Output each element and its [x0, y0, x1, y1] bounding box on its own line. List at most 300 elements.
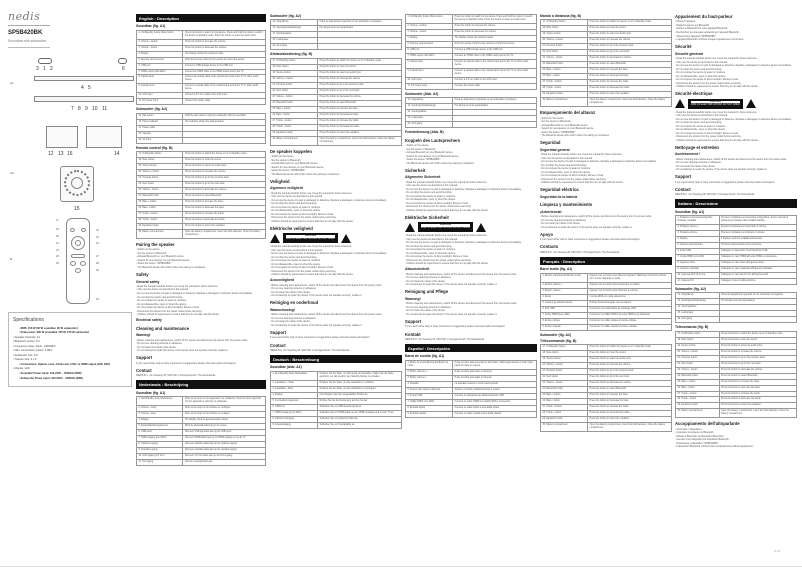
table-cell-label: 23. Volume - button: [271, 94, 318, 100]
callout-12: 12: [48, 150, 54, 157]
table-cell-label: 21. Previous button: [137, 176, 183, 182]
italian-subwoofer-heading: Subwoofer (fig. A2): [675, 286, 706, 291]
table-cell-label: 25. Bass + button: [541, 68, 588, 74]
table-cell-label: 7. Uscita HDMI (con ARC): [676, 254, 720, 260]
list-item: - Do not drop the device and avoid bumping.: [405, 245, 537, 248]
product-subtitle: Soundbar with subwoofer: [8, 39, 47, 44]
table-cell-label: 9. Ingresso coassiale: [676, 266, 720, 272]
callout-18: 18: [56, 227, 59, 231]
list-item: - Disconnect the device from the power outlet before servicing.: [405, 259, 537, 262]
list-item: - Do not attempt to repair the device. If the device does not operate correctly, replace it.: [540, 226, 672, 229]
caution-banner: [270, 233, 402, 243]
table-cell-description: Press the button to select the equalizer.: [719, 403, 796, 409]
warning-triangle-icon: [746, 99, 756, 108]
table-cell-description: Sluit een coaxiale kabel aan op de coaxiale ingang.: [183, 447, 266, 453]
table-cell-description: Press the button to decrease the treble.: [318, 124, 402, 130]
italian-soundbar-table: [675, 215, 797, 285]
list-item: - Children should be supervised to ensure that they do not play with the device.: [405, 262, 537, 265]
remote-btn: [75, 268, 81, 273]
list-item: - Do not expose the device to direct sunlight, flames or heat.: [675, 78, 797, 81]
caution-title: CAUTION: [691, 101, 740, 104]
table-cell-description: Press the button to decrease the treble.: [719, 397, 796, 403]
french-remote-heading: Télécommande (fig. B): [540, 338, 577, 343]
french-contact-text: NEDIS B.V., De Tweeling 28, 5215 MC 's-Hertogenbosch, The Netherlands: [675, 193, 755, 197]
table-cell-description: Press the button to go to the previous track.: [318, 82, 402, 88]
table-cell-description: Press the button to decrease the treble.: [588, 411, 672, 417]
table-row: [541, 324, 672, 330]
table-cell-label: 23. Volume - button: [541, 56, 588, 62]
list-item: - Search for new devices on your Bluetooth device.: [136, 259, 266, 262]
soundbar-back-illustration: [34, 96, 134, 102]
english-subwoofer-heading: Subwoofer (fig. A2): [136, 107, 167, 112]
caution-label: [688, 99, 743, 109]
caution-banner: [675, 99, 797, 109]
german-remote-heading: Fernbedienung (Abb. B): [405, 130, 444, 135]
dutch-general-safety: Algemene veiligheid: [270, 186, 303, 191]
section-header-french: Français : Description: [540, 257, 672, 265]
list-item: - Réglez la source sur Bluetooth.: [675, 24, 797, 27]
table-cell-label: 28. Treble - button: [137, 217, 183, 223]
table-cell-label: 19. Source button: [271, 70, 318, 76]
caution-text: RISK OF ELECTRIC SHOCK DO NOT OPEN: [691, 102, 740, 106]
list-item: - Do not clean the inside of the device.: [270, 320, 402, 323]
dutch-contact-text: NEDIS B.V., De Tweeling 28, 5215 MC 's-Hertogenbosch, The Netherlands: [270, 348, 350, 352]
column-product-overview: [8, 4, 134, 308]
english-contact-heading: Contact: [136, 367, 152, 373]
table-row: [137, 99, 266, 105]
table-cell-label: 2. Bouton volume +: [541, 282, 588, 288]
spanish-battery-heading: Seguridad de la batería: [540, 194, 578, 199]
german-contact-heading: Kontakt: [405, 331, 421, 337]
table-cell-description: Appuyez sur le bouton pour diminuer le volume.: [588, 288, 672, 294]
table-cell-label: 15. Luidspreker: [676, 311, 720, 317]
table-cell-description: Press the button to select the equalizer.: [183, 223, 266, 229]
table-cell-description: Sluit een 3,5 mm kabel aan op de AUX-ingang.: [183, 453, 266, 459]
dutch-support-heading: Support: [270, 329, 287, 335]
table-cell-label: 12. Pair button: [137, 113, 183, 119]
german-safety-heading: Sicherheit: [405, 167, 426, 173]
list-item: - Read the manual carefully before use. Keep the manual for future reference.: [405, 234, 537, 237]
list-item: - Do not use cleaning solvents or abrasives.: [136, 342, 266, 345]
list-item: - Switch on the device.: [405, 144, 537, 147]
list-item: - Do not clean the inside of the device.: [136, 346, 266, 349]
list-item: - Activate Bluetooth on your Bluetooth device.: [405, 151, 537, 154]
table-cell-description: Connectez un câble coaxial à l'entrée coaxiale.: [588, 324, 672, 330]
italian-soundbar-heading: Soundbar (fig. A1): [675, 209, 705, 214]
english-warning: Warning!: [136, 333, 151, 338]
french-electrical-heading: Sécurité électrique: [675, 91, 713, 97]
list-item: - Children should be supervised to ensure that they do not play with the device.: [270, 220, 402, 223]
list-item: - Before cleaning and maintenance, switch off the device and disconnect the device from the power outlet.: [270, 284, 402, 287]
callout-30: 30: [96, 297, 99, 301]
table-cell-description: Press the button to go to the next track.: [588, 50, 672, 56]
table-cell-description: Press the button to switch the device on or to Standby mode.: [588, 20, 672, 26]
table-cell-description: Richt de afstandsbediening op de sensor.: [183, 423, 266, 429]
list-item: - Do not disassemble, open or shred the device.: [405, 198, 537, 201]
english-electrical-heading: Electrical safety: [136, 318, 162, 323]
spec-item: • Bluetooth version: 5.0: [13, 340, 40, 344]
german-subwoofer-table: [405, 97, 537, 128]
list-item: - Do not disassemble, open or shred the device.: [270, 263, 402, 266]
table-cell-label: 4. Display: [676, 237, 720, 243]
list-item: - Only use the device as described in this manual.: [405, 238, 537, 241]
callout-7: 7: [71, 105, 74, 112]
table-cell-label: 8. Entrée optique: [541, 318, 588, 324]
list-item: - Do not expose the device to direct sunlight, flames or heat.: [270, 213, 402, 216]
table-cell-label: 15. Luidspreker: [406, 116, 453, 122]
table-cell-description: Press the button to mute the sound.: [588, 26, 672, 32]
callout-9: 9: [85, 105, 88, 112]
figure-label-a1: A1: [10, 80, 14, 85]
german-subwoofer-heading: Subwoofer (Abb. A2): [405, 91, 439, 96]
spanish-warning: ¡Advertencia!: [540, 209, 562, 214]
table-cell-label: 7. HDMI output (with ARC): [406, 53, 453, 59]
table-cell-description: Press the button to decrease the volume.: [719, 367, 796, 373]
table-cell-description: Press the button to decrease the bass.: [183, 206, 266, 212]
list-item: - L'appareil Bluetooth confirme lorsque l'appariement est terminé.: [675, 38, 797, 41]
table-cell-description: Collegare un dispositivo di archiviazione USB.: [719, 248, 796, 254]
french-safety-heading: Sécurité: [675, 44, 692, 50]
callout-13: 13: [58, 150, 64, 157]
control-buttons-illustration: [38, 58, 52, 64]
table-cell-description: Press the button to switch the device on or to Standby mode.: [588, 345, 672, 351]
spanish-contact-heading: Contacto: [540, 244, 559, 250]
table-cell-label: 11. DC-ingang: [137, 459, 183, 465]
table-cell-label: 22. Next button: [137, 182, 183, 188]
table-cell-description: Houd de koppelknop ingedrukt om de subwoofer te koppelen.: [453, 98, 537, 104]
table-cell-description: Schließen Sie ein HDMI-Kabel an den HDMI-Ausgang und an den TV an.: [318, 410, 402, 416]
german-support-heading: Support: [405, 318, 422, 324]
table-cell-description: Press the button to increase the volume.: [719, 349, 796, 355]
table-cell-label: 23. Volume - button: [541, 381, 588, 387]
warning-triangle-icon: [341, 234, 351, 243]
dutch-electrical-heading: Elektrische veiligheid: [270, 225, 313, 231]
table-cell-label: 21. Previous button: [271, 82, 318, 88]
column-dutch-german: [270, 4, 402, 431]
table-cell-label: 17. On/Standby button: [271, 58, 318, 64]
remote-btn: [70, 228, 75, 232]
list-item: - Only use the device as described in this manual.: [405, 184, 537, 187]
table-cell-label: 16. AC-ingang: [406, 122, 453, 128]
callout-29: 29: [96, 268, 99, 272]
dutch-subwoofer-heading: Subwoofer (fig. A2): [270, 14, 301, 18]
list-item: - Do not attempt to repair the device. If the device does not operate correctly, replace it.: [270, 324, 402, 327]
list-item: - Only use the device as described in this manual.: [540, 157, 672, 160]
list-item: - Children should be supervised to ensure that they do not play with the device.: [675, 85, 797, 88]
list-item: - Only use the device as described in this manual.: [675, 114, 797, 117]
french-pairing-list: [675, 20, 797, 41]
list-item: - Only use the device as described in this manual.: [136, 288, 266, 291]
table-cell-description: Drücken Sie die Taste, um die Lautstärke zu erhöhen.: [318, 380, 402, 386]
table-cell-description: Open the battery compartment. Insert two AAA batteries. Close the battery compartment.: [183, 229, 266, 238]
spec-text: Connections: Optical, coax, 3.5mm aux, USB, 1x HDMI output (with ARC): [20, 362, 111, 366]
table-cell-label: 22. Next button: [676, 361, 720, 367]
table-cell-description: Sluit een HDMI-kabel aan op de HDMI-uitgang en op de TV.: [183, 435, 266, 441]
table-cell-description: Premere il pulsante per diminuire il volume.: [719, 231, 796, 237]
table-cell-description: Press the button to select Bluetooth.: [588, 62, 672, 68]
list-item: - Do not use cleaning solvents or abrasives.: [540, 219, 672, 222]
list-item: - Do not disassemble, open or shred the device.: [675, 128, 797, 131]
english-safety-list: [136, 285, 266, 316]
table-cell-description: Connect a USB storage device to the USB port.: [453, 47, 537, 53]
spec-item: • Connections: Optical, coax, 3.5mm aux, USB, 1x HDMI output (with ARC): [19, 362, 111, 366]
table-cell-label: 18. Mute button: [271, 64, 318, 70]
table-cell-description: Point the remote control to the sensor to control the device.: [453, 41, 537, 47]
table-cell-description: Pointez la télécommande vers le capteur.: [588, 300, 672, 306]
specifications-title: Specifications: [13, 317, 44, 323]
list-item: - Do not disassemble, open or shred the device.: [136, 303, 266, 306]
table-cell-description: Pulse el botón para encender el dispositivo. Mantenga pulsado el botón para pasar al modo en espera.: [453, 360, 537, 369]
list-item: - Disconnect the device from the power outlet before servicing.: [136, 310, 266, 313]
callout-4: 4: [81, 84, 84, 91]
list-item: - Children should be supervised to ensure that they do not play with the device.: [405, 209, 537, 212]
english-support-text: If you need further help or have comments or suggestions please visit www.nedis.com/support: [136, 361, 236, 365]
table-cell-label: 6. Puerto USB: [406, 393, 453, 399]
table-cell-description: Press the button to go to the previous track.: [183, 176, 266, 182]
table-row: [137, 229, 266, 238]
spanish-pairing-list: [540, 117, 672, 138]
table-cell-label: 27. Treble + button: [541, 405, 588, 411]
list-item: - Accendere il dispositivo.: [675, 428, 797, 431]
table-cell-label: 11. Ingresso DC: [676, 278, 720, 284]
spanish-soundbar-heading: Barra de sonido (fig. A1): [405, 354, 445, 359]
table-cell-label: 9. Coaxial input: [406, 68, 453, 77]
table-cell-description: Het lampje toont de koppelstatus.: [719, 299, 796, 305]
table-cell-label: 27. Treble + button: [541, 80, 588, 86]
table-cell-label: 8. Optical input: [406, 59, 453, 68]
table-cell-description: Pulse el botón para bajar el volumen.: [453, 375, 537, 381]
warning-triangle-icon: [270, 234, 280, 243]
table-cell-description: Press the button to mute the sound.: [318, 64, 402, 70]
spanish-cleaning-list: [540, 215, 672, 229]
table-cell-label: 2. Volume + button: [137, 39, 183, 45]
table-cell-description: Press the button to mute the sound.: [183, 158, 266, 164]
list-item: - Read the manual carefully before use. Keep the manual for future reference.: [270, 245, 402, 248]
table-row: [137, 75, 266, 84]
list-item: - Read the manual carefully before use. Keep the manual for future reference.: [540, 153, 672, 156]
list-item: - Do not expose the device to direct sunlight, flames or heat.: [540, 174, 672, 177]
page-number: 1 / 2: [774, 549, 780, 554]
list-item: - Read the manual carefully before use. Keep the manual for future reference.: [675, 57, 797, 60]
list-item: - Select the device "SP5B420BK".: [270, 169, 402, 172]
figure-b-remote: [8, 218, 134, 308]
list-item: - Select the device "SP5B420BK".: [136, 262, 266, 265]
list-item: - Children should be supervised to ensure that they do not play with the device.: [675, 139, 797, 142]
table-cell-description: Press the button to select the equalizer.: [318, 130, 402, 136]
list-item: - Do not clean the inside of the device.: [405, 309, 537, 312]
list-item: - Before cleaning and maintenance, switch off the device and disconnect the device from the power outlet.: [540, 215, 672, 218]
table-row: [271, 136, 402, 145]
callout-20: 20: [56, 234, 59, 238]
list-item: - Do not attempt to repair the device. If the device does not operate correctly, replace it.: [405, 313, 537, 316]
dutch-battery-list: [270, 284, 402, 298]
dutch-pairing-list: [270, 155, 402, 176]
table-cell-description: Press the button to decrease the volume.: [318, 94, 402, 100]
soundbar-front-illustration: [34, 76, 134, 81]
table-cell-description: Das Display zeigt den ausgewählten Modus an.: [318, 392, 402, 398]
spec-text: Speaker channels: 2.1: [14, 335, 41, 339]
table-cell-label: 23. Volume - button: [676, 367, 720, 373]
caution-banner: [405, 222, 537, 232]
list-item: - Select the device "SP5B420BK".: [540, 131, 672, 134]
section-header-spanish: Español : Descripción: [405, 344, 537, 352]
table-cell-label: 7. Salida HDMI (con ARC): [406, 399, 453, 405]
table-cell-label: 24. Bluetooth button: [541, 387, 588, 393]
table-cell-label: 22. Next button: [541, 50, 588, 56]
table-cell-description: Press the button to select Bluetooth.: [588, 387, 672, 393]
english-subwoofer-table: [136, 113, 266, 144]
table-cell-description: Collegare il cavo di alimentazione.: [719, 278, 796, 284]
table-cell-label: 4. Display: [137, 51, 183, 57]
list-item: - Attivare il Bluetooth sul dispositivo Bluetooth.: [675, 435, 797, 438]
list-item: - Switch on the device.: [540, 117, 672, 120]
table-cell-label: 6. USB port: [406, 47, 453, 53]
table-row: [406, 411, 537, 417]
spanish-support-heading: Apoyo: [540, 231, 554, 237]
specifications-list: [13, 327, 127, 380]
spanish-contact-text: NEDIS B.V., De Tweeling 28, 5215 MC 's-Hertogenbosch, The Netherlands: [540, 250, 620, 254]
table-row: [541, 423, 672, 432]
usb-port-illustration: [118, 58, 127, 64]
table-cell-label: 21. Previous button: [541, 369, 588, 375]
table-cell-description: Press the button to increase the volume.: [588, 363, 672, 369]
table-row: [676, 409, 797, 418]
table-cell-description: Press the button to select an audio input.: [719, 343, 796, 349]
section-header-german: Deutsch : Beschreibung: [270, 355, 402, 363]
german-cleaning-list: [405, 302, 537, 316]
english-remote-table: [136, 151, 266, 239]
list-item: - Only use the device as described in this manual.: [270, 249, 402, 252]
figure-label-b: B: [10, 256, 13, 261]
italian-subwoofer-table: [675, 292, 797, 323]
list-item: - Do not drop the device and avoid bumping.: [675, 121, 797, 124]
table-cell-description: Press the button to decrease the volume.: [183, 45, 266, 51]
table-cell-description: Press the button to increase the treble.: [183, 212, 266, 218]
table-cell-description: Press the button to select an audio input.: [318, 70, 402, 76]
table-cell-label: 11. DC power input: [406, 83, 453, 89]
figure-a1-soundbar: [8, 56, 134, 166]
callout-21: 21: [56, 241, 59, 245]
list-item: - Do not use cleaning solvents or abrasives.: [405, 306, 537, 309]
table-cell-label: 9. Coaxiale ingang: [137, 447, 183, 453]
table-cell-description: Press the button to increase the bass.: [183, 200, 266, 206]
warning-triangle-icon: [405, 223, 415, 232]
list-item: - Children should be supervised to ensure that they do not play with the device.: [540, 181, 672, 184]
dutch-remote-heading: Afstandsbediening (fig. B): [270, 52, 313, 57]
table-cell-description: [719, 317, 796, 323]
table-cell-description: Press the button to decrease the treble.: [588, 86, 672, 92]
table-cell-label: 18. Mute button: [137, 158, 183, 164]
list-item: - Search for new devices on your Bluetooth device.: [405, 155, 537, 158]
table-cell-label: 14. Voedingskabel: [676, 305, 720, 311]
table-row: [541, 98, 672, 107]
table-row: [406, 83, 537, 89]
table-cell-description: Press the button to select Bluetooth.: [719, 373, 796, 379]
english-support-heading: Support: [136, 355, 153, 361]
remote-btn: [81, 228, 86, 232]
table-cell-label: 30. Battery compartment: [137, 229, 183, 238]
table-cell-description: Hold the pair button to pair the subwoofer with the soundbar.: [183, 113, 266, 119]
table-cell-description: Press the button to select the equalizer.: [588, 92, 672, 98]
list-item: - Do not expose the device to direct sunlight, flames or heat.: [675, 132, 797, 135]
list-item: - Before cleaning and maintenance, switch off the device and disconnect the device from the power outlet.: [405, 302, 537, 305]
list-item: - Do not drop the device and avoid bumping.: [270, 256, 402, 259]
dutch-support-text: If you need further help or have comments or suggestions please visit www.nedis.com/support: [270, 336, 370, 340]
list-item: - Set the source to Bluetooth.: [136, 252, 266, 255]
spec-item: • Frequency range: 24Hz - 24000kHz: [13, 344, 56, 348]
section-header-english: English : Description: [136, 14, 266, 22]
table-cell-label: 12. Koppelknop: [271, 20, 318, 26]
table-cell-label: 30. Battery compartment: [541, 98, 588, 107]
remote-btn: [80, 261, 86, 266]
list-item: - Read the manual carefully before use. Keep the manual for future reference.: [270, 192, 402, 195]
table-row: [271, 371, 402, 380]
dutch-cleaning-heading: Reiniging en onderhoud: [270, 300, 319, 306]
list-item: - The Bluetooth device will confirm when the pairing is completed.: [136, 266, 266, 269]
list-item: - Do not use the device if a part is damaged or defective. Replace a damaged or defective device immediately.: [405, 188, 537, 191]
german-warning: Warnung!: [405, 296, 421, 301]
table-cell-label: 21. Previous button: [676, 355, 720, 361]
list-item: - Do not clean the inside of the device.: [675, 165, 797, 168]
table-cell-label: 7. HDMI-uitgang (met ARC): [137, 435, 183, 441]
caution-text: RISK OF ELECTRIC SHOCK DO NOT OPEN: [421, 226, 470, 230]
french-subwoofer-heading: Subwoofer (fig. A2): [540, 332, 571, 337]
table-cell-label: 11. DC power input: [137, 99, 183, 105]
table-cell-label: 14. Power cable: [137, 125, 183, 131]
table-cell-label: 28. Treble - button: [541, 411, 588, 417]
list-item: - Do not use the device if a part is damaged or defective. Replace a damaged or defective device immediately.: [405, 241, 537, 244]
table-cell-label: 7. HDMI-Ausgang (mit ARC): [271, 410, 318, 416]
table-cell-label: 15. Speaker: [137, 131, 183, 137]
list-item: - Do not use cleaning solvents or abrasives.: [405, 276, 537, 279]
callout-15: 15: [74, 205, 80, 212]
table-cell-label: 25. Bass + button: [541, 393, 588, 399]
table-cell-description: Premere il pulsante per aumentare il volume.: [719, 225, 796, 231]
list-item: - Activate Bluetooth on your Bluetooth device.: [270, 162, 402, 165]
table-cell-label: 1. Bouton marche/veille Bouton mode: [541, 273, 588, 282]
list-item: - Do not expose the device to water or moisture.: [136, 299, 266, 302]
list-item: - Activez le Bluetooth sur votre appareil Bluetooth.: [675, 27, 797, 30]
spanish-support-text: If you need further help or have comments or suggestions please visit www.nedis.com/support: [540, 238, 640, 242]
list-item: - Do not expose the device to water or moisture.: [675, 125, 797, 128]
table-cell-label: 16. AC input: [137, 137, 183, 143]
list-item: - Do not expose the device to water or moisture.: [270, 259, 402, 262]
table-cell-label: 2. Volume + knop: [137, 405, 183, 411]
table-cell-description: Press the button to increase the bass.: [719, 379, 796, 385]
list-item: - Activate Bluetooth on your Bluetooth device.: [540, 124, 672, 127]
dutch-remote-table: [270, 58, 402, 146]
list-item: - Do not expose the device to water or moisture.: [405, 195, 537, 198]
caution-title: CAUTION: [421, 224, 470, 227]
specifications-box: [8, 312, 132, 387]
list-item: - Do not drop the device and avoid bumping.: [540, 164, 672, 167]
german-battery-heading: Akkusicherheit: [405, 267, 430, 272]
table-cell-label: 29. Equalizer button: [137, 223, 183, 229]
table-cell-description: Collegare un cavo HDMI all'uscita HDMI e al televisore.: [719, 254, 796, 260]
list-item: - Impostare la sorgente su Bluetooth.: [675, 431, 797, 434]
spec-text: Subwoofer size: 6.5": [14, 353, 39, 357]
table-cell-label: 30. Battery compartment: [271, 136, 318, 145]
table-cell-description: Premere il pulsante per accendere il dispositivo. Tenere premuto il pulsante per passare alla modalità standby.: [719, 216, 796, 225]
list-item: - Do not clean the inside of the device.: [405, 280, 537, 283]
table-cell-label: 21. Previous button: [541, 44, 588, 50]
table-row: [676, 216, 797, 225]
table-cell-description: Press the button to decrease the bass.: [719, 385, 796, 391]
german-remaining-table: [405, 14, 537, 90]
table-row: [676, 317, 797, 323]
list-item: - Do not use the device if a part is damaged or defective. Replace a damaged or defective device immediately.: [540, 160, 672, 163]
list-item: - Do not use the device if a part is damaged or defective. Replace a damaged or defective device immediately.: [675, 64, 797, 67]
